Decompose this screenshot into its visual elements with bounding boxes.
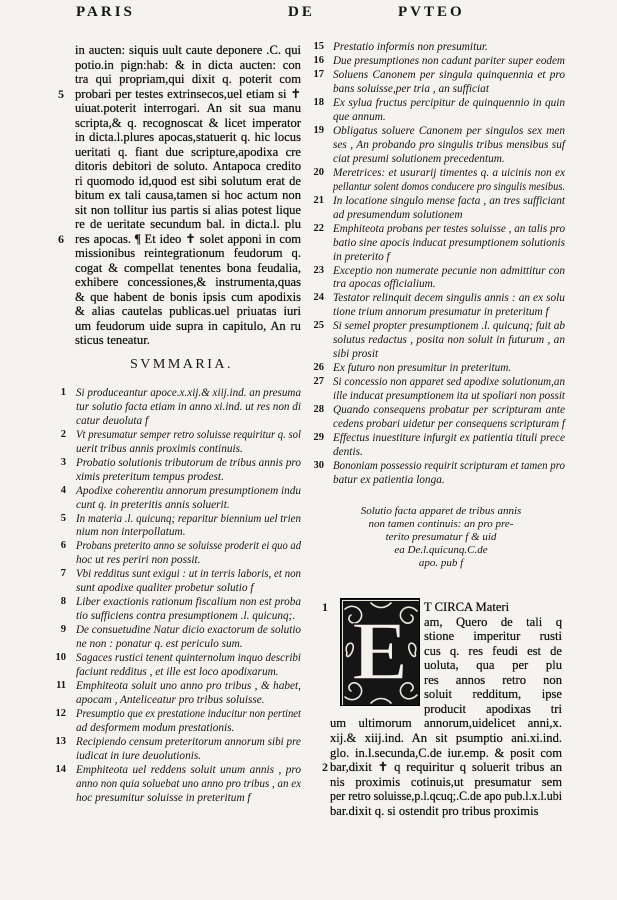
summary-number: 2	[60, 428, 66, 440]
summary-number: 12	[55, 707, 66, 719]
body-text-line: exhibere concessiones,& instrumenta,quas	[75, 275, 301, 289]
summary-number: 28	[313, 404, 324, 416]
summary-item	[306, 361, 565, 375]
summary-item	[52, 763, 301, 805]
body-text-line: soluit redditum, ipse	[424, 687, 562, 702]
summary-number: 18	[313, 96, 324, 108]
summary-item	[306, 96, 565, 124]
summary-text-line: ciat presumi solutionem precedentum.	[333, 152, 505, 165]
body-text-line: T CIRCA Materi	[424, 600, 510, 614]
summary-number: 20	[313, 166, 324, 178]
summary-text-line: hoc presumitur soluisse in preteritum f	[76, 791, 251, 804]
summary-number: 10	[55, 652, 66, 664]
summary-text-line: De consuetudine Natur dicio exactorum de solutio	[76, 624, 302, 637]
summary-text-line: batio sine apocis inducat presumptionem solutionis	[333, 236, 565, 249]
summary-text-line: Exceptio non numerate pecunie non admittitur con	[333, 264, 565, 277]
summary-item	[306, 291, 565, 319]
summary-number: 14	[55, 763, 66, 775]
body-text-line: probari per testes extrinsecos,uel etiam si ✝	[75, 86, 301, 101]
summary-text-line: catur deuoluta f	[76, 414, 149, 427]
body-text-line: in dicta.l.plures apocas,statuerit q. hic locus	[75, 130, 301, 144]
summary-number: 11	[56, 679, 66, 691]
summary-text-line: iudicat in iure deuolutionis.	[76, 749, 202, 762]
summary-text-line: Si semel propter presumptionem .l. quicunq; fuit ab	[333, 320, 565, 333]
rubric-line: ea De.l.quicunq.C.de	[394, 544, 488, 556]
summary-text-line: apocam , Anteliceatur pro tribus soluisse.	[76, 693, 265, 706]
summary-number: 4	[60, 484, 66, 496]
summary-text-line: tra apocas officialium.	[333, 278, 436, 291]
summary-text-line: batur ex patientia longa.	[333, 474, 445, 487]
summary-number: 9	[60, 624, 66, 636]
summary-number: 13	[55, 735, 66, 747]
body-text-line: tra qui propriam,qui dixit q. poterit com	[75, 72, 302, 86]
summary-number: 6	[60, 540, 66, 552]
body-text-line: sticus teneatur.	[75, 333, 150, 347]
body-text-line: bar,dixit ✝ q requiritur q soluerit tribus an	[330, 760, 563, 775]
summary-text-line: pellantur solent domos conducere pro singulis mesibus.	[333, 180, 566, 193]
body-text-line: am, Quero de tali q	[424, 614, 562, 629]
summary-text-line: Vt presumatur semper retro soluisse requiritur q. sol	[76, 428, 302, 441]
summary-text-line: Due presumptiones non cadunt pariter super eodem	[333, 54, 565, 67]
body-text-line: glo. in.l.secunda,C.de iur.emp. & posit com	[330, 745, 563, 760]
summary-number: 16	[313, 54, 324, 66]
summary-item	[52, 484, 301, 512]
summary-number: 5	[60, 512, 66, 524]
drop-cap	[340, 598, 420, 706]
summary-text-line: Sagaces rustici tenent quinternolum inquo describi	[76, 652, 301, 665]
summary-number: 7	[60, 568, 66, 580]
summary-item	[52, 623, 301, 651]
summary-text-line: tur solutio facta etiam in anno xi.ind. ut res non di	[76, 400, 301, 413]
summary-text-line: anno non quia soluebat uno anno pro tribus , an ex	[76, 777, 302, 790]
summary-item	[52, 386, 301, 428]
body-text-line: xij.& xiij.ind. An sit psumptio ani.xi.ind.	[330, 730, 563, 745]
body-text-line: cus q. res feudi est de	[424, 643, 563, 658]
summary-text-line: ximis preteritum tempus prodest.	[76, 470, 224, 483]
body-text-line: stione imperitur rusti	[424, 629, 562, 644]
body-text-line: potio.in pign:hab: & in dicta aucten: con	[75, 57, 301, 72]
summary-item	[306, 375, 565, 403]
rubric-line: terito presumatur f & uid	[385, 531, 497, 543]
summary-number: 23	[313, 264, 324, 276]
summary-number: 1	[60, 387, 66, 398]
summary-text-line: Meretrices: et usurarij timentes q. a uicinis non ex	[333, 166, 565, 179]
summary-number: 27	[313, 376, 324, 388]
summary-item	[306, 319, 565, 361]
summary-text-line: hoc ut res periri non possit.	[76, 554, 201, 567]
summary-text-line: Vbi redditus sunt exigui : ut in terris laboris, et non	[76, 568, 302, 581]
summary-item	[306, 194, 565, 222]
summary-text-line: Obligatus soluere Canonem per singulos sex men	[333, 124, 566, 137]
body-text-line: cogat & compellat tenentes bona feudalia,	[75, 260, 302, 275]
rubric-line: apo. pub f	[418, 557, 464, 569]
body-text-line: nis proximis cotinuis,ut presumatur sem	[330, 774, 562, 789]
body-text-line: bitum ex tali causa,tamen si hoc actum non	[75, 188, 302, 202]
summary-item	[52, 707, 301, 735]
body-text-line: ditoris debitori de soluto. Antapoca credito	[75, 159, 301, 173]
summary-number: 29	[313, 432, 324, 444]
body-text-line: sit non tollitur ius partis si alias potest lique	[75, 202, 301, 217]
summary-text-line: Prestatio informis non presumitur.	[333, 41, 488, 53]
summary-item	[306, 222, 565, 264]
summary-text-line: tione trium annorum presumatur in preteritum f	[333, 306, 549, 319]
summary-number: 19	[313, 124, 324, 136]
summary-number: 8	[60, 596, 66, 608]
summary-item	[52, 428, 301, 456]
summary-text-line: Soluens Canonem per singula quinquennia et pro	[333, 68, 566, 81]
summary-number: 21	[313, 194, 324, 206]
summary-item	[306, 166, 565, 194]
summary-text-line: sunt apodixe qualiter probetur solutio f	[76, 582, 254, 595]
body-text-line: & alias cautelas publicas.uel priuatas iuri	[75, 304, 301, 318]
summary-number: 15	[313, 41, 324, 52]
summary-item	[52, 512, 301, 540]
margin-number: 1	[322, 600, 328, 614]
running-head-right: PVTEO	[398, 4, 465, 20]
summary-item	[306, 124, 565, 166]
rubric-line: Solutio facta apparet de tribus annis	[360, 505, 522, 517]
summary-text-line: ne non : ponatur q. est periculo sum.	[76, 638, 243, 651]
summary-number: 30	[313, 460, 324, 472]
summary-text-line: cedens probari uidetur per consequens scripturam f	[333, 418, 566, 431]
summary-item	[52, 539, 301, 567]
summary-text-line: Apodixe coherentiu annorum presumptionem indu	[76, 484, 301, 497]
summary-text-line: Presumptio que ex prestatione inducitur non pertinet	[76, 707, 301, 720]
summary-item	[52, 567, 301, 595]
body-text-line: re de ueritate secundum bal. in dicta.l. plu	[75, 217, 301, 231]
summary-number: 24	[313, 292, 324, 304]
body-text-line: ueritati q. fiant due scripture,apodixa cre	[75, 144, 302, 159]
body-text-line: res apocas. ¶ Et ideo ✝ solet apponi in com	[75, 231, 302, 246]
drop-cap-letter: E	[351, 605, 409, 698]
summary-item	[306, 431, 565, 459]
body-text-line: res annos retro non	[424, 672, 562, 687]
summary-text-line: Emphiteota probans per testes soluisse , an talis pro	[333, 222, 566, 235]
margin-number: 2	[322, 760, 328, 775]
summary-text-line: Probatio solutionis tributorum de tribus annis pro	[76, 456, 302, 469]
summary-text-line: Testator relinquit decem singulis annis : an ex solu	[333, 292, 565, 305]
summary-text-line: Recipiendo censum preteritorum annorum sibi pre	[76, 735, 301, 748]
summary-text-line: Si produceantur apoce.x.xij.& xiij.ind. an presuma	[76, 387, 302, 399]
summary-text-line: Bononiam possessio requirit scripturam et tamen pro	[333, 460, 566, 473]
body-text-line: uoluta, qua per plu	[424, 658, 562, 673]
summary-text-line: faciunt redditus , et ille est loco apodixarum.	[76, 665, 279, 678]
body-text-line: uiuat.poterit interrogari. An sit sua manu	[75, 101, 302, 115]
summary-heading: SVMMARIA.	[130, 357, 234, 372]
summary-text-line: Emphiteota uel reddens soluit unum annis , pro	[76, 763, 301, 776]
summary-text-line: bans soluisse,per tria , an sufficiat	[333, 82, 489, 95]
summary-text-line: ses , An probando pro singulis tribus mensibus suf	[333, 138, 565, 151]
summary-number: 26	[313, 362, 324, 374]
summary-text-line: Ex sylua fructus percipitur de quinquennio in quin	[333, 96, 566, 109]
summary-text-line: Si concessio non apparet sed apodixe solutionum,an	[333, 376, 565, 389]
summary-text-line: Liber exactionis rationum fiscalium non est proba	[76, 596, 302, 609]
summary-text-line: que annum.	[333, 110, 386, 123]
summary-text-line: dentis.	[333, 446, 363, 459]
body-text-line: & que habent de bonis ipsis cum apodixis	[75, 289, 301, 304]
margin-number: 6	[58, 231, 64, 246]
summary-item	[306, 403, 565, 431]
body-text-line: missionibus reintegrationum feudorum q.	[75, 246, 301, 260]
summary-text-line: solutus redactus , posita non soluit in futurum , an	[333, 334, 565, 347]
summary-item	[306, 54, 565, 68]
body-text-line: scripta,& q. recognoscat & licet imperator	[75, 115, 301, 130]
summary-text-line: Effectus inuestiture infurgit ex patientia tituli prece	[333, 432, 565, 445]
summary-item	[52, 735, 301, 763]
summary-text-line: Emphiteota soluit uno anno pro tribus , & habet,	[76, 679, 301, 692]
summary-item	[52, 595, 301, 623]
summary-number: 25	[313, 320, 324, 332]
summary-text-line: In locatione singulo mense facta , an tres sufficiant	[333, 194, 566, 207]
summary-text-line: In materia .l. quicunq; reparitur biennium uel trien	[76, 512, 302, 525]
summary-text-line: tio sufficiens contra presumptionem .l. quicunq;.	[76, 610, 296, 623]
body-text-line: per retro soluisse,p.l.qcuq;.C.de apo pub.l.x.l.ubi	[330, 789, 563, 804]
body-text-line: um feudorum uide supra in capitulo, An ru	[75, 318, 301, 333]
summary-number: 17	[313, 68, 324, 80]
summary-item	[52, 679, 301, 707]
summary-number: 3	[60, 456, 66, 468]
body-text-line: producit apodixas tri	[424, 701, 562, 716]
summary-item	[306, 459, 565, 487]
body-text-line: um ultimorum annorum,uidelicet anni,x.	[330, 716, 562, 731]
running-head-center: DE	[288, 4, 315, 20]
summary-text-line: nium non interpollatum.	[76, 526, 186, 539]
summary-item	[52, 456, 301, 484]
summary-text-line: cunt q. in preteritis annis soluerit.	[76, 498, 230, 511]
summary-item	[306, 40, 565, 54]
summary-text-line: ille inducat presumptionem ita ut spoliari non possit	[333, 390, 565, 403]
summary-item	[52, 651, 301, 679]
margin-number: 5	[58, 86, 64, 101]
summary-text-line: ad desformem modum prestationis.	[76, 721, 235, 734]
summary-text-line: Quando consequens probatur per scripturam ante	[333, 404, 565, 417]
body-text-line: in aucten: siquis uult caute deponere .C. qui	[75, 43, 302, 57]
summary-item	[306, 68, 565, 96]
summary-item	[306, 264, 565, 292]
running-head-left: PARIS	[76, 4, 135, 20]
summary-text-line: sibi prosit	[333, 348, 379, 361]
rubric-line: non tamen continuis: an pro pre-	[368, 518, 514, 530]
body-text-line: bar.dixit q. si ostendit pro tribus proximis	[330, 803, 539, 818]
summary-text-line: ad presumendum solutionem	[333, 208, 463, 221]
summary-text-line: in preterito f	[333, 250, 390, 263]
summary-text-line: Ex futuro non presumitur in preteritum.	[333, 362, 512, 375]
summary-text-line: Probans preterito anno se soluisse proderit ei quo ad	[76, 540, 301, 553]
body-text-line: ri quomodo id,quod est sibi solutum erat de	[75, 173, 301, 188]
summary-text-line: uerit tribus annis proximis continuis.	[76, 442, 243, 455]
summary-number: 22	[313, 222, 324, 234]
